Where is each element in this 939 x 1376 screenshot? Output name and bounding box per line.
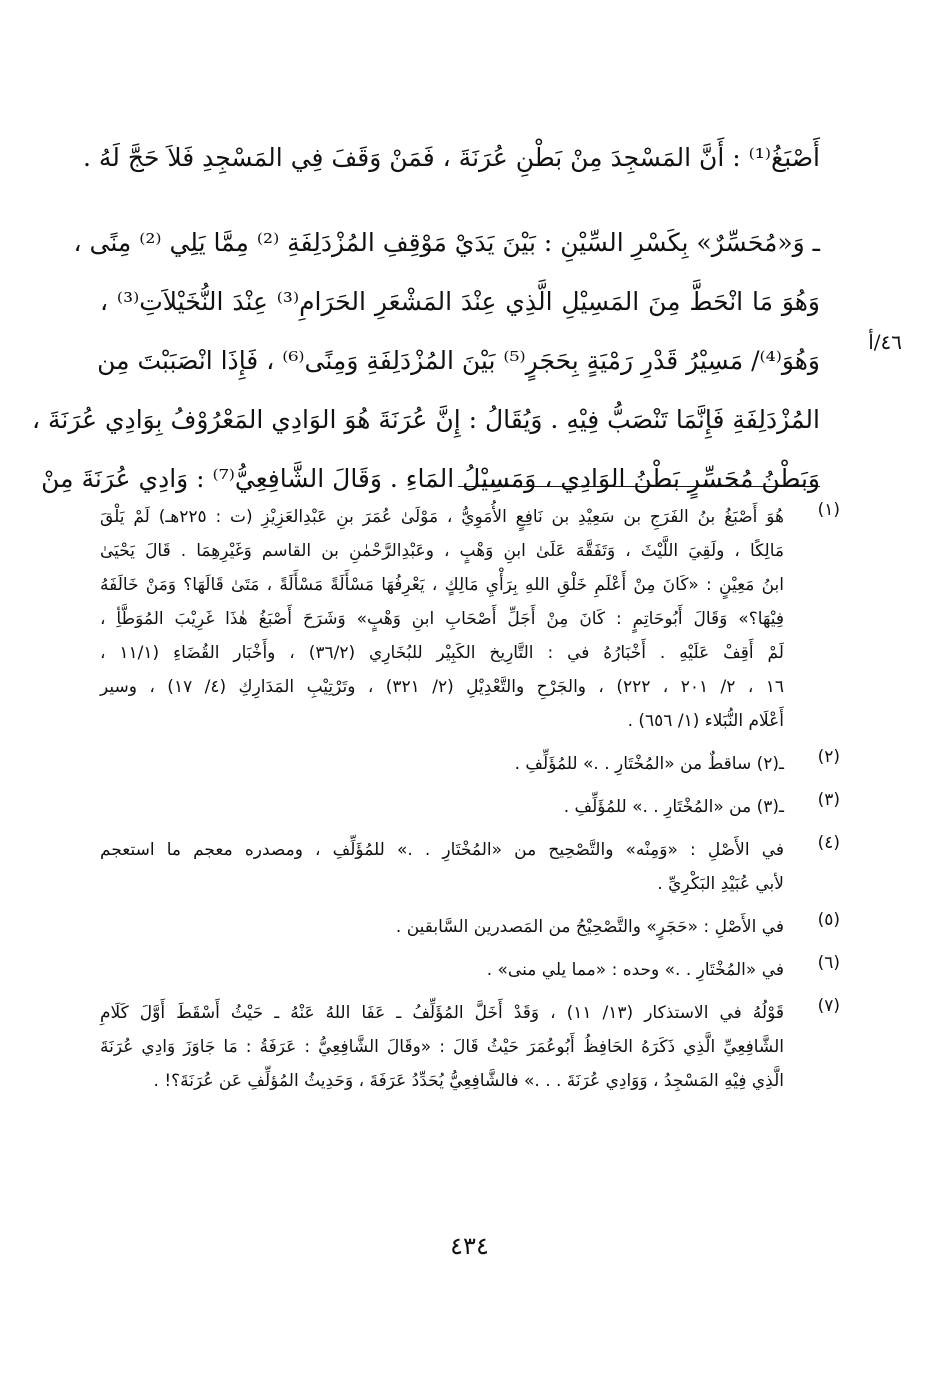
footnote-line: أَعْلَام النُّبَلاء (١/ ٦٥٦) . [627, 711, 784, 731]
footnote [100, 953, 840, 987]
footnote [100, 500, 840, 738]
manuscript-folio-marker: ٤٦/أ [868, 330, 902, 354]
footnote-line: قَوْلُهُ في الاستذكار (١٣/ ١١) ، وَقَدْ أَخَلَّ المُؤَلِّفُ ـ عَفَا اللهُ عَنْهُ ـ حَيْثُ أَسْقَطَ أَوَّلَ كَلَامِ [100, 1003, 784, 1023]
main-text-line: وَبَطْنُ مُحَسِّرٍ بَطْنُ الوَادِي ، وَمَسِيْلُ المَاءِ . وَقَالَ الشَّافِعِيُّ⁽⁷⁾ : وَادِي عُرَنَةَ مِنْ [41, 464, 820, 493]
footnote-line: ـ(٣) من «المُخْتَارِ . .» للمُؤَلِّفِ . [563, 797, 784, 817]
footnote-line: لَمْ أَقِفْ عَلَيْهِ . أَخْبَارُهُ في : التَّارِيخ الكَبِيْر للبُخَارِي (٣٦/٢) ، وأَخْبَار القُضَاءِ (١١/١ ، [100, 643, 784, 663]
main-text-line: المُزْدَلِفَةِ فَإِنَّمَا تَنْصَبُّ فِيْهِ . وَيُقَالُ : إِنَّ عُرَنَةَ هُوَ الوَادِي المَعْرُوْفُ بِوَادِي عُرَنَةَ ، [31, 405, 820, 434]
footnote-line: ـ(٢) ساقطٌ من «المُخْتَارِ . .» للمُؤَلِّفِ . [514, 754, 784, 774]
footnote-line: في «المُخْتَارِ . .» وحده : «مما يلي منى» . [486, 960, 784, 980]
main-text [31, 128, 820, 508]
footnote-line: فِيْهَا؟» وَقَالَ أَبُوحَاتِمٍ : كَانَ مِنْ أَجَلِّ أَصْحَابِ ابنِ وَهْبٍ» وَشَرَحَ أَصْبَغُ هٰذَا غَرِيْبَ المُوَطَّأِ ، [100, 609, 784, 629]
main-text-line: وَهُوَ⁽⁴⁾/ مَسِيْرُ قَدْرِ رَمْيَةٍ بِحَجَرٍ⁽⁵⁾ بَيْنَ المُزْدَلِفَةِ وَمِنًى⁽⁶⁾ ، فَإِذَا انْصَبَبْتَ مِن [97, 346, 820, 375]
footnote [100, 996, 840, 1098]
footnote-number: (١) [817, 500, 840, 520]
footnote [100, 790, 840, 824]
page-number: ٤٣٤ [450, 1232, 489, 1260]
footnote-number: (٣) [817, 790, 840, 810]
footnote-separator [458, 486, 820, 487]
footnote [100, 747, 840, 781]
footnote [100, 833, 840, 901]
footnote-line: في الأَصْلِ : «حَجَرٍ» والتَّصْحِيْحُ من المَصدرين السَّابقين . [395, 917, 784, 937]
footnote-line: ١٦ ، ٢/ ٢٠١ ، ٢٢٢) ، والجَرْحِ والتَّعْدِيْلِ (٢/ ٣٢١) ، وتَرْتِيْبِ المَدَارِكِ (٤/ ١٧) ، وسير [100, 677, 785, 697]
footnote-number: (٧) [817, 996, 840, 1016]
footnote-number: (٢) [817, 747, 840, 767]
footnote-line: الَّذِي فِيْهِ المَسْجِدُ ، وَوَادِي عُرَنَةَ . . .» فالشَّافِعِيُّ يُحَدِّدُ عَرَفَةَ ، وَحَدِيثُ المُؤلِّفِ عَن عُرَنَةَ؟! . [153, 1071, 784, 1091]
footnote-line: هُوَ أَصْبَغُ بنُ الفَرَجِ بن سَعِيْدِ بن نَافِعٍ الأُمَوِيُّ ، مَوْلَىٰ عُمَرَ بنِ عَبْدِالعَزِيْزِ (ت : ٢٢٥هـ) لَمْ يَلْقَ [100, 507, 784, 527]
footnote-number: (٦) [817, 953, 840, 973]
footnotes [100, 500, 840, 1107]
footnote-number: (٥) [817, 910, 840, 930]
footnote-line: في الأَصْلِ : «وَمِنْه» والتَّصْحِيح من «المُخْتَارِ . .» للمُؤَلِّفِ ، ومصدره معجم ما استعجم [100, 840, 784, 860]
footnote-line: الشَّافِعِيِّ الَّذِي ذَكَرَهُ الحَافِظُ أَبُوعُمَرَ حَيْثُ قَالَ : «وقَالَ الشَّافِعِيُّ : عَرَفَةُ : مَا جَاوَزَ وَادِي عُرَنَةَ [100, 1037, 784, 1057]
footnote-line: لأبي عُبَيْدِ البَكْرِيِّ . [657, 874, 784, 894]
main-text-line: وَهُوَ مَا انْحَطَّ مِنَ المَسِيْلِ الَّذِي عِنْدَ المَشْعَرِ الحَرَامِ⁽³⁾ عِنْدَ النُّخَيْلاَتِ⁽³⁾ ، [100, 287, 820, 316]
footnote-line: مَالِكًا ، ولَقِيَ اللَّيْثَ ، وَتَفَقَّهَ عَلَىٰ ابنِ وَهْبٍ ، وعَبْدِالرَّحْمٰنِ بن القاسم وَغَيْرِهِمَا . قَالَ يَحْيَىٰ [100, 541, 784, 561]
main-text-line: أَصْبَغُ⁽¹⁾ : أَنَّ المَسْجِدَ مِنْ بَطْنِ عُرَنَةَ ، فَمَنْ وَقَفَ فِي المَسْجِدِ فَلاَ حَجَّ لَهُ . [82, 143, 820, 172]
footnote [100, 910, 840, 944]
footnote-line: ابنُ مَعِيْنٍ : «كَانَ مِنْ أَعْلَمِ خَلْقِ اللهِ بِرَأْيِ مَالِكٍ ، يَعْرِفُهَا مَسْأَلَةً مَسْأَلَةً ، مَتَىٰ قَالَهَا؟ وَمَنْ خَالَفَهُ [100, 575, 784, 595]
footnote-number: (٤) [817, 833, 840, 853]
main-text-line: ـ وَ«مُحَسِّرٌ» بِكَسْرِ السِّيْنِ : بَيْنَ يَدَيْ مَوْقِفِ المُزْدَلِفَةِ ⁽²⁾ مِمَّا يَلِي ⁽²⁾ مِنًى ، [73, 228, 820, 257]
